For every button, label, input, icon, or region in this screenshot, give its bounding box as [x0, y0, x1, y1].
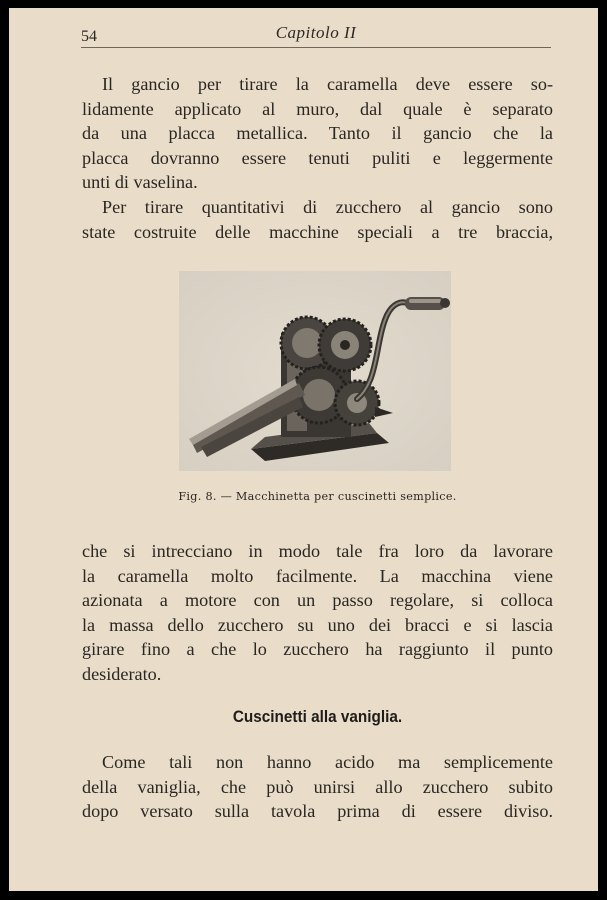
candy-machine-engraving — [179, 271, 451, 471]
text-line: la massa dello zucchero su uno dei bracci e si lascia — [82, 614, 553, 635]
text-line: lidamente applicato al muro, dal quale è separato — [82, 98, 553, 119]
text-line: desiderato. — [82, 663, 162, 684]
page-number: 54 — [81, 28, 97, 45]
chapter-title: Capitolo II — [275, 23, 357, 42]
text-line: la caramella molto facilmente. La macchina viene — [82, 565, 553, 586]
book-page — [9, 8, 598, 891]
text-line: placca dovranno essere tenuti puliti e leggermente — [82, 147, 553, 168]
text-line: Per tirare quantitativi di zucchero al gancio sono — [102, 196, 553, 217]
text-line: girare fino a che lo zucchero ha raggiunto il punto — [82, 639, 553, 660]
text-line: dopo versato sulla tavola prima di essere diviso. — [82, 801, 553, 822]
body-text-middle — [82, 539, 553, 687]
body-text-top — [82, 72, 553, 244]
section-heading: Cuscinetti alla vaniglia. — [232, 707, 403, 726]
text-line: azionata a motore con un passo regolare, si colloca — [82, 590, 553, 611]
text-line: della vaniglia, che può unirsi allo zucchero subito — [82, 776, 553, 797]
text-line: Come tali non hanno acido ma semplicemente — [102, 752, 553, 772]
text-line: state costruite delle macchine speciali a tre braccia, — [82, 221, 553, 242]
body-text-bottom — [82, 750, 553, 824]
running-header — [81, 21, 551, 48]
text-line: unti di vaselina. — [82, 172, 198, 193]
text-line: Il gancio per tirare la caramella deve essere so- — [102, 74, 553, 94]
text-line: che si intrecciano in modo tale fra loro da lavorare — [82, 541, 553, 561]
text-line: da una placca metallica. Tanto il gancio che la — [82, 123, 553, 144]
figure-caption: Fig. 8. — Macchinetta per cuscinetti semplice. — [178, 490, 457, 503]
figure-illustration — [179, 271, 451, 471]
